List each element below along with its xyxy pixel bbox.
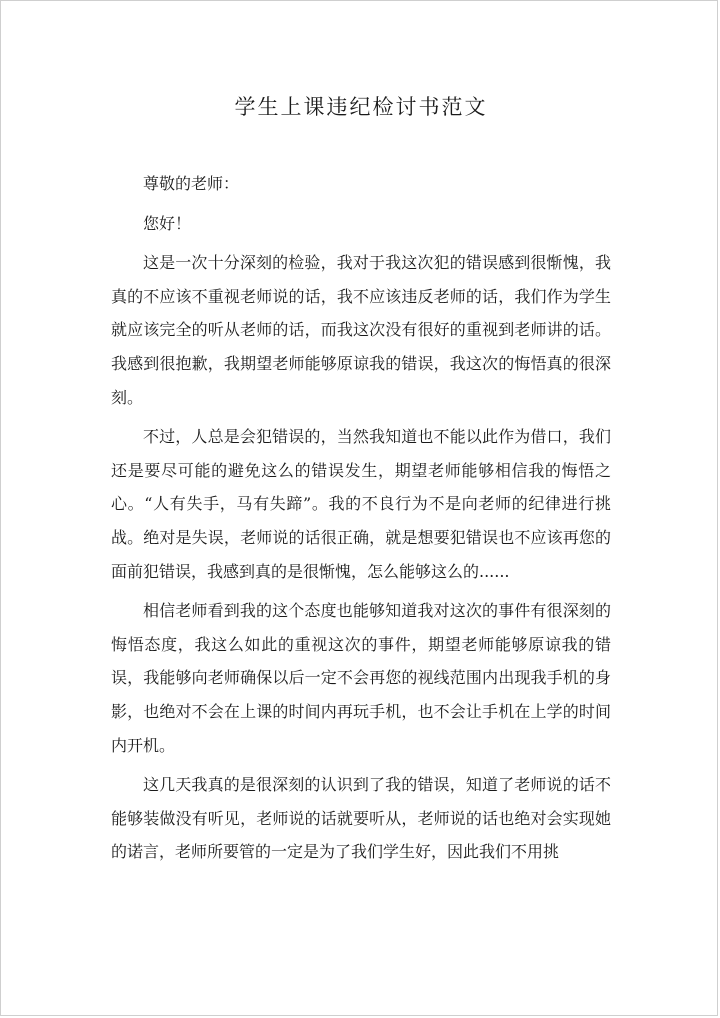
document-body [111, 167, 611, 869]
body-paragraph: 这是一次十分深刻的检验，我对于我这次犯的错误感到很惭愧，我真的不应该不重视老师说的话，我不应该违反老师的话，我们作为学生就应该完全的听从老师的话，而我这次没有很好的重视到老师讲的话。我感到很抱歉，我期望老师能够原谅我的错误，我这次的悔悟真的很深刻。 [111, 253, 611, 407]
body-paragraph: 这几天我真的是很深刻的认识到了我的错误，知道了老师说的话不能够装做没有听见，老师说的话就要听从，老师说的话也绝对会实现她的诺言，老师所要管的一定是为了我们学生好，因此我们不用挑 [111, 775, 611, 862]
salutation: 尊敬的老师： [143, 174, 240, 193]
body-paragraph: 相信老师看到我的这个态度也能够知道我对这次的事件有很深刻的悔悟态度，我这么如此的重视这次的事件，期望老师能够原谅我的错误，我能够向老师确保以后一定不会再您的视线范围内出现我手机的身影，也绝对不会在上课的时间内再玩手机，也不会让手机在上学的时间内开机。 [111, 601, 611, 755]
document-title: 学生上课违纪检讨书范文 [234, 95, 488, 119]
body-paragraph: 不过，人总是会犯错误的，当然我知道也不能以此作为借口，我们还是要尽可能的避免这么的错误发生，期望老师能够相信我的悔悟之心。“人有失手，马有失蹄”。我的不良行为不是向老师的纪律进行挑战。绝对是失误，老师说的话很正确，就是想要犯错误也不应该再您的面前犯错误，我感到真的是很惭愧，怎么能够这么的...... [111, 427, 611, 581]
greeting: 您好！ [143, 213, 192, 233]
